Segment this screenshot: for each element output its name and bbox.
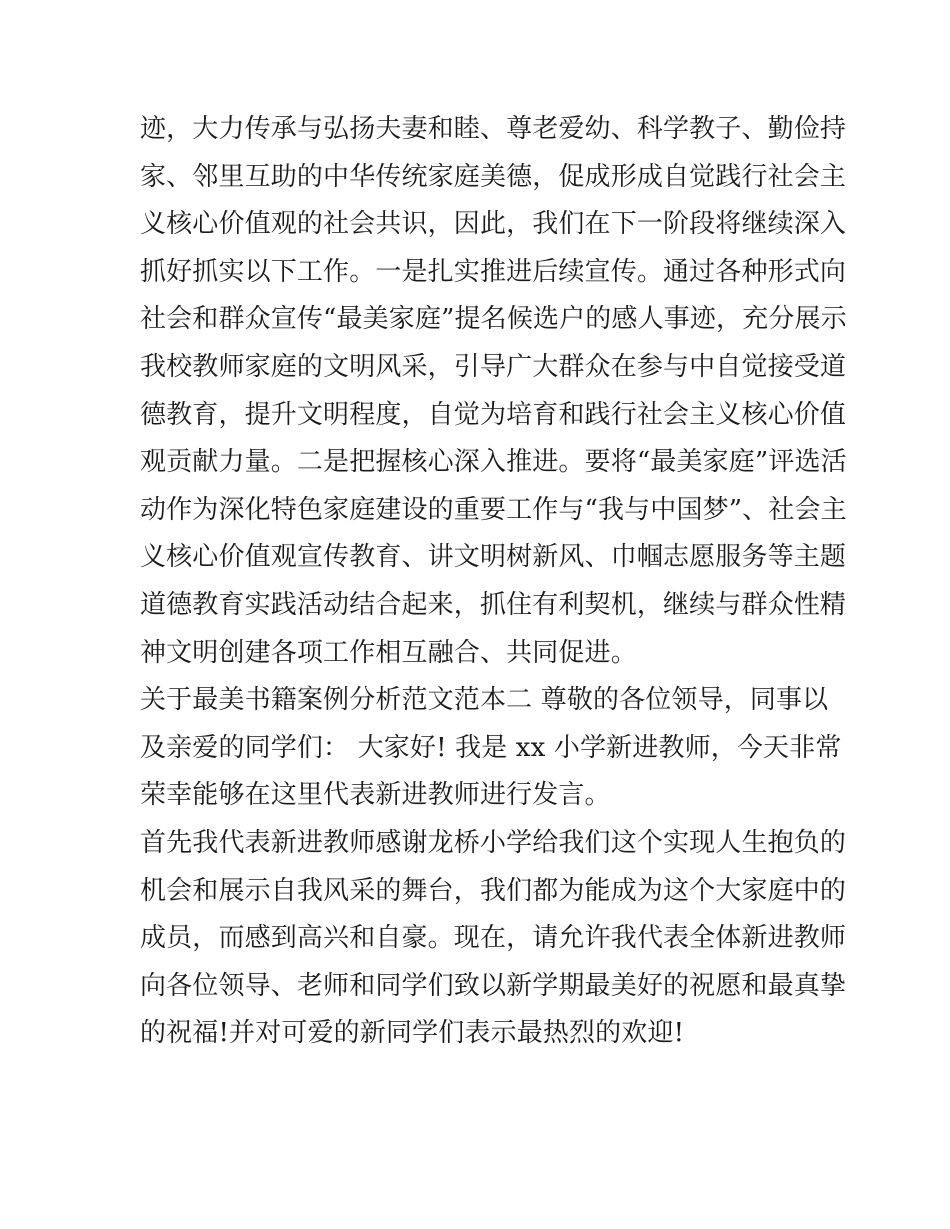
text-line: 关于最美书籍案例分析范文范本二 尊敬的各位领导，同事以 (140, 685, 829, 716)
text-line: 首先我代表新进教师感谢龙桥小学给我们这个实现人生抱负的 (140, 827, 847, 858)
text-line: 观贡献力量。二是把握核心深入推进。要将“最美家庭”评选活 (140, 447, 847, 478)
text-line: 动作为深化特色家庭建设的重要工作与“我与中国梦”、社会主 (140, 494, 847, 525)
body-text (140, 106, 847, 1058)
text-line: 我校教师家庭的文明风采，引导广大群众在参与中自觉接受道 (140, 351, 847, 382)
text-line: 道德教育实践活动结合起来，抓住有利契机，继续与群众性精 (140, 589, 847, 620)
text-line: 及亲爱的同学们： 大家好! 我是 xx 小学新进教师，今天非常 (140, 732, 842, 763)
text-line: 德教育，提升文明程度，自觉为培育和践行社会主义核心价值 (140, 399, 847, 430)
text-line: 迹，大力传承与弘扬夫妻和睦、尊老爱幼、科学教子、勤俭持 (140, 114, 847, 144)
text-line: 抓好抓实以下工作。一是扎实推进后续宣传。通过各种形式向 (140, 256, 847, 287)
text-line: 成员，而感到高兴和自豪。现在，请允许我代表全体新进教师 (140, 923, 847, 954)
text-line: 机会和展示自我风采的舞台，我们都为能成为这个大家庭中的 (140, 875, 847, 906)
text-line: 的祝福!并对可爱的新同学们表示最热烈的欢迎! (140, 1018, 685, 1049)
text-line: 荣幸能够在这里代表新进教师进行发言。 (140, 780, 611, 811)
text-line: 神文明创建各项工作相互融合、共同促进。 (140, 637, 637, 668)
text-line: 义核心价值观的社会共识，因此，我们在下一阶段将继续深入 (140, 209, 847, 240)
text-line: 社会和群众宣传“最美家庭”提名候选户的感人事迹，充分展示 (140, 304, 847, 335)
text-line: 义核心价值观宣传教育、讲文明树新风、巾帼志愿服务等主题 (140, 542, 847, 573)
text-line: 家、邻里互助的中华传统家庭美德，促成形成自觉践行社会主 (140, 161, 847, 192)
text-line: 向各位领导、老师和同学们致以新学期最美好的祝愿和最真挚 (140, 970, 847, 1001)
